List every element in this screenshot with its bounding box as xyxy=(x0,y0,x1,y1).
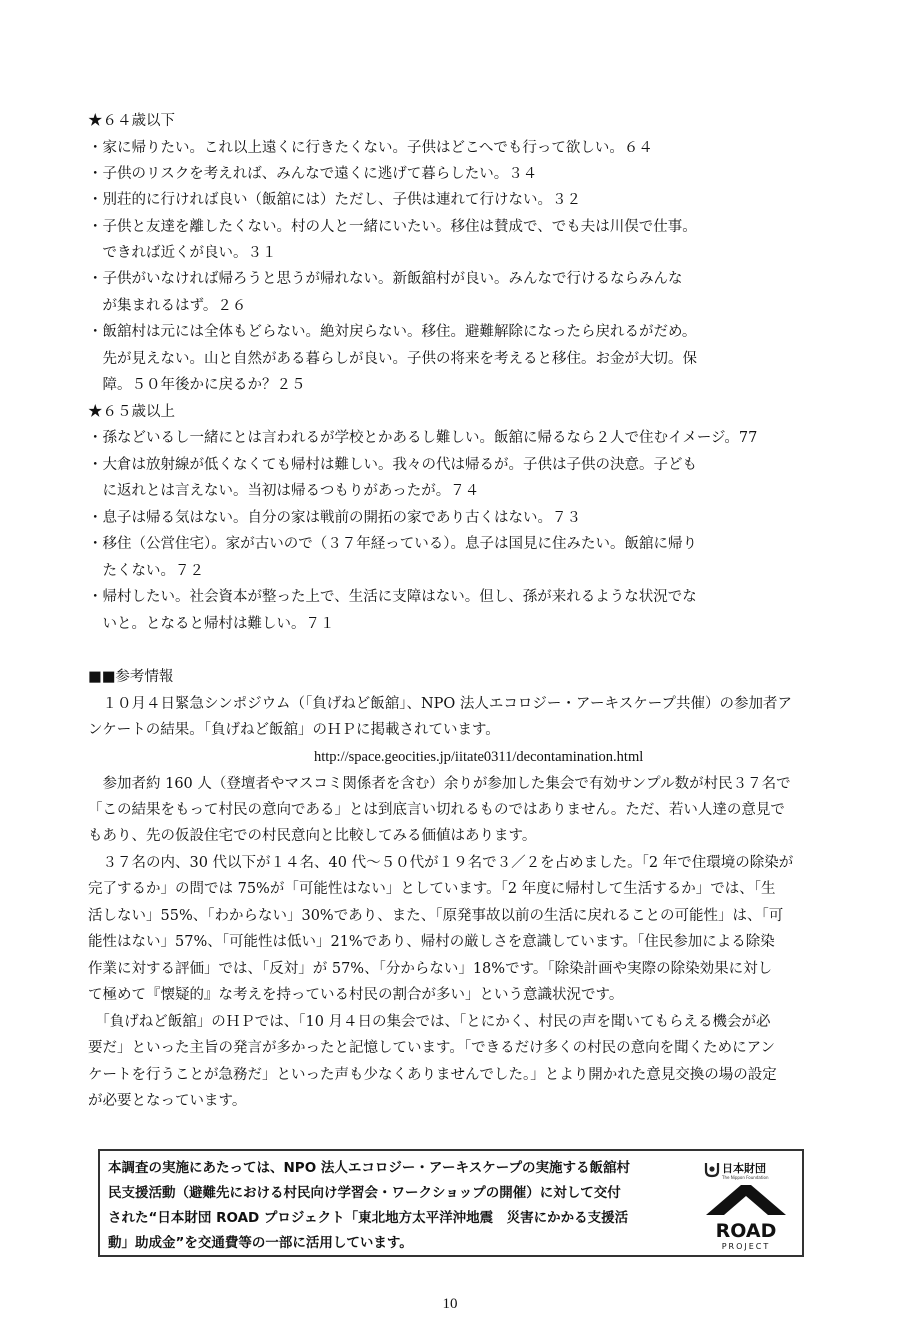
list-item: ・子供がいなければ帰ろうと思うが帰れない。新飯舘村が良い。みんなで行けるならみんな xyxy=(88,271,683,287)
paragraph-line: もあり、先の仮設住宅での村民意向と比較してみる価値はあります。 xyxy=(88,828,537,844)
list-item: ・移住（公営住宅）。家が古いので（３７年経っている）。息子は国見に住みたい。飯舘に帰り xyxy=(88,536,697,552)
notice-line: 動」助成金”を交通費等の一部に活用しています。 xyxy=(108,1235,413,1251)
page-number: 10 xyxy=(442,1296,458,1312)
paragraph-line: 要だ」といった主旨の発言が多かったと記憶しています。「できるだけ多くの村民の意向を聞くためにアン xyxy=(88,1040,776,1056)
notice-line: された“日本財団 ROAD プロジェクト「東北地方太平洋沖地震 災害にかかる支援活 xyxy=(108,1210,629,1226)
list-item-continuation: が集まれるはず。２６ xyxy=(88,298,247,314)
funding-notice-text xyxy=(108,1156,688,1256)
list-item: ・家に帰りたい。これ以上遠くに行きたくない。子供はどこへでも行って欲しい。６４ xyxy=(88,140,653,156)
list-item: ・大倉は放射線が低くなくても帰村は難しい。我々の代は帰るが。子供は子供の決意。子ども xyxy=(88,457,697,473)
paragraph-line: ケートを行うことが急務だ」といった声も少なくありませんでした。」とより開かれた意見交換の場の設定 xyxy=(88,1067,777,1083)
section-header-65: ★６５歳以上 xyxy=(88,404,175,420)
list-item-continuation: たくない。７２ xyxy=(88,563,204,579)
nippon-foundation-icon xyxy=(706,1163,718,1176)
road-project-logo xyxy=(696,1157,796,1253)
list-item: ・帰村したい。社会資本が整った上で、生活に支障はない。但し、孫が来れるような状況でな xyxy=(88,589,697,605)
paragraph-line: が必要となっています。 xyxy=(88,1093,247,1109)
notice-line: 民支援活動（避難先における村民向け学習会・ワークショップの開催）に対して交付 xyxy=(108,1185,621,1201)
paragraph-line: 能性はない」57%、「可能性は低い」21%であり、帰村の厳しさを意識しています。「住民参加による除染 xyxy=(88,934,775,950)
paragraph-line: 「負げねど飯舘」のＨＰでは、「10 月４日の集会では、「とにかく、村民の声を聞いてもらえる機会が必 xyxy=(88,1014,771,1030)
paragraph-line: １０月４日緊急シンポジウム（「負げねど飯舘」、NPO 法人エコロジー・アーキスケープ共催）の参加者ア xyxy=(88,696,792,712)
notice-line: 本調査の実施にあたっては、NPO 法人エコロジー・アーキスケープの実施する飯舘村 xyxy=(108,1160,631,1176)
list-item: ・別荘的に行ければ良い（飯舘には）ただし、子供は連れて行けない。３２ xyxy=(88,192,581,208)
paragraph-line: 作業に対する評価」では、「反対」が 57%、「分からない」18%です。「除染計画や実際の除染効果に対し xyxy=(88,961,773,977)
paragraph-line: 「この結果をもって村民の意向である」とは到底言い切れるものではありません。ただ、若い人達の意見で xyxy=(88,802,785,818)
project-word-text: PROJECT xyxy=(721,1242,771,1251)
list-item-continuation: に返れとは言えない。当初は帰るつもりがあったが。７４ xyxy=(88,483,480,499)
list-item: ・子供と友達を離したくない。村の人と一緒にいたい。移住は賛成で、でも夫は川俣で仕事。 xyxy=(88,219,697,235)
org-name-text: 日本財団 xyxy=(722,1162,766,1175)
list-item-continuation: できれば近くが良い。３１ xyxy=(88,245,277,261)
road-project-logo-graphic xyxy=(696,1157,796,1253)
paragraph-line: ３７名の内、30 代以下が１４名、40 代～５０代が１９名で３／２を占めました。「2 年で住環境の除染が xyxy=(88,855,794,871)
org-name-en-text: The Nippon Foundation xyxy=(722,1175,769,1180)
paragraph-line: 完了するか」の問では 75%が「可能性はない」としています。「2 年度に帰村して生活するか」では、「生 xyxy=(88,881,776,897)
reference-url-link[interactable]: http://space.geocities.jp/iitate0311/decontamination.html xyxy=(314,749,644,765)
list-item-continuation: 障。５０年後かに戻るか？２５ xyxy=(88,377,306,393)
paragraph-line: 参加者約 160 人（登壇者やマスコミ関係者を含む）余りが参加した集会で有効サンプル数が村民３７名で xyxy=(88,776,791,792)
list-item-continuation: いと。となると帰村は難しい。７１ xyxy=(88,616,335,632)
paragraph-line: 活しない」55%、「わからない」30%であり、また、「原発事故以前の生活に戻れることの可能性」は、「可 xyxy=(88,908,784,924)
funding-notice-box xyxy=(98,1149,804,1257)
list-item: ・孫などいるし一緒にとは言われるが学校とかあるし難しい。飯舘に帰るなら２人で住むイメージ。77 xyxy=(88,430,758,446)
list-item: ・飯舘村は元には全体もどらない。絶対戻らない。移住。避難解除になったら戻れるがだめ。 xyxy=(88,324,697,340)
paragraph-line: て極めて『懐疑的』な考えを持っている村民の割合が多い」という意識状況です。 xyxy=(88,987,624,1003)
list-item: ・息子は帰る気はない。自分の家は戦前の開拓の家であり古くはない。７３ xyxy=(88,510,581,526)
reference-header: ■■参考情報 xyxy=(88,669,174,685)
road-mountain-icon xyxy=(706,1185,786,1215)
road-word-text: ROAD xyxy=(715,1220,777,1242)
list-item-continuation: 先が見えない。山と自然がある暮らしが良い。子供の将来を考えると移住。お金が大切。保 xyxy=(88,351,697,367)
section-header-64: ★６４歳以下 xyxy=(88,113,175,129)
paragraph-line: ンケートの結果。「負げねど飯舘」のＨＰに掲載されています。 xyxy=(88,722,500,738)
list-item: ・子供のリスクを考えれば、みんなで遠くに逃げて暮らしたい。３４ xyxy=(88,166,538,182)
